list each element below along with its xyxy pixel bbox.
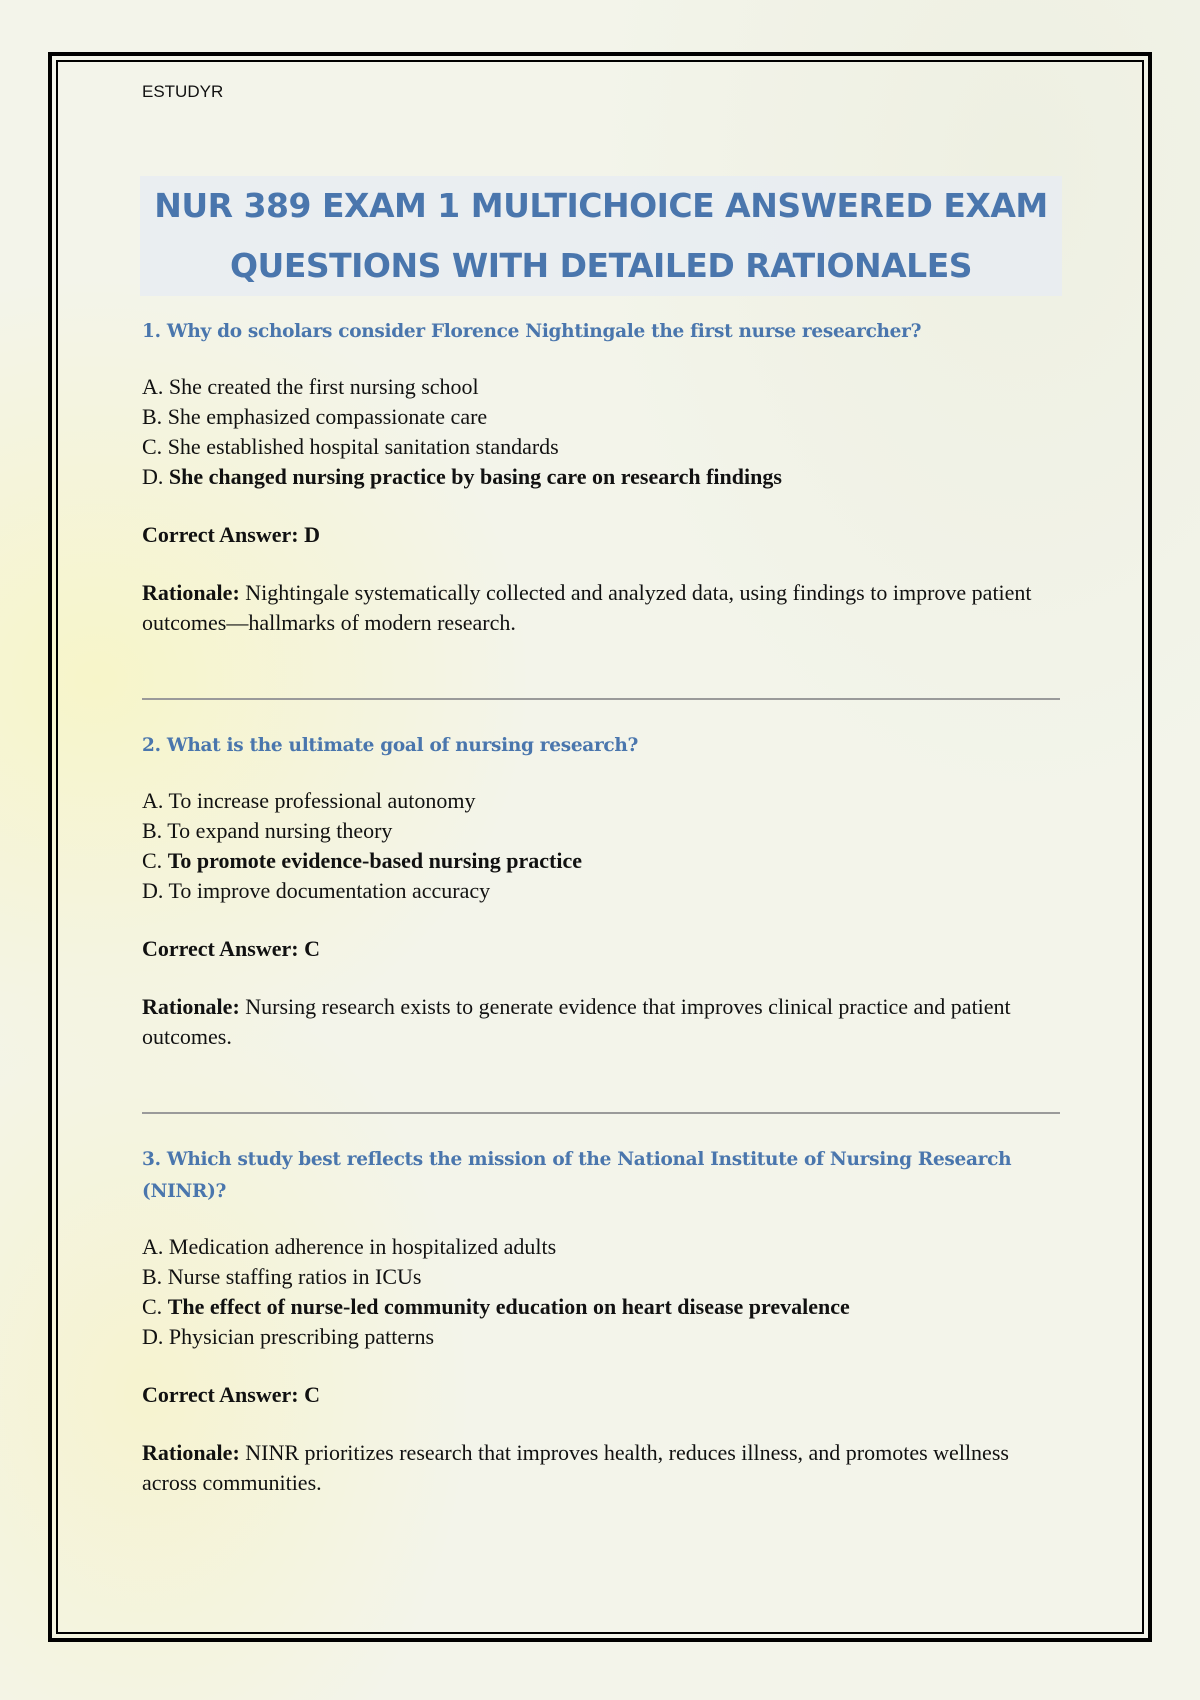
page-title xyxy=(154,176,1047,296)
options-list xyxy=(142,372,1062,492)
option-letter: C. xyxy=(142,848,168,873)
option-letter: D. xyxy=(142,878,169,903)
question-block-1 xyxy=(142,316,1062,638)
option-text: She established hospital sanitation standards xyxy=(167,434,559,459)
option-d xyxy=(142,876,1062,906)
options-list xyxy=(142,786,1062,906)
option-d xyxy=(142,1322,1062,1352)
question-block-2 xyxy=(142,730,1062,1052)
question-text: 3. Which study best reflects the mission of the National Institute of Nursing Research (NINR)? xyxy=(142,1149,1012,1202)
option-letter: A. xyxy=(142,1234,169,1259)
section-divider xyxy=(142,698,1060,700)
option-text: Nurse staffing ratios in ICUs xyxy=(167,1264,422,1289)
option-text: She created the first nursing school xyxy=(168,374,479,399)
rationale-label: Rationale: xyxy=(142,580,240,605)
rationale-text: NINR prioritizes research that improves health, reduces illness, and promotes wellness across communities. xyxy=(142,1440,1009,1495)
option-text: To improve documentation accuracy xyxy=(168,878,491,903)
option-text: To increase professional autonomy xyxy=(168,788,476,813)
rationale xyxy=(142,578,1062,638)
rationale-label: Rationale: xyxy=(142,1440,240,1465)
header-brand: ESTUDYR xyxy=(142,82,224,101)
option-text: To promote evidence-based nursing practice xyxy=(167,848,583,873)
rationale-label: Rationale: xyxy=(142,994,240,1019)
option-text: Medication adherence in hospitalized adults xyxy=(168,1234,557,1259)
rationale-text: Nursing research exists to generate evidence that improves clinical practice and patient outcomes. xyxy=(142,994,1011,1049)
option-letter: C. xyxy=(142,434,168,459)
option-a xyxy=(142,786,1062,816)
options-list xyxy=(142,1232,1062,1352)
option-text: To expand nursing theory xyxy=(167,818,393,843)
correct-answer: Correct Answer: C xyxy=(142,936,320,961)
option-c-correct xyxy=(142,846,1062,876)
option-letter: A. xyxy=(142,374,169,399)
option-letter: B. xyxy=(142,404,168,429)
option-letter: B. xyxy=(142,818,168,843)
option-letter: C. xyxy=(142,1294,168,1319)
option-b xyxy=(142,816,1062,846)
option-b xyxy=(142,1262,1062,1292)
option-c xyxy=(142,432,1062,462)
title-line-2: QUESTIONS WITH DETAILED RATIONALES xyxy=(229,246,973,285)
option-a xyxy=(142,372,1062,402)
section-divider xyxy=(142,1112,1060,1114)
correct-answer: Correct Answer: C xyxy=(142,1382,320,1407)
rationale xyxy=(142,992,1062,1052)
correct-answer: Correct Answer: D xyxy=(142,522,320,547)
title-line-1: NUR 389 EXAM 1 MULTICHOICE ANSWERED EXAM xyxy=(154,186,1048,225)
option-letter: A. xyxy=(142,788,169,813)
option-letter: D. xyxy=(142,1324,169,1349)
option-b xyxy=(142,402,1062,432)
question-block-3 xyxy=(142,1144,1062,1498)
option-letter: D. xyxy=(142,464,169,489)
option-text: The effect of nurse-led community education on heart disease prevalence xyxy=(167,1294,850,1319)
option-text: She changed nursing practice by basing care on research findings xyxy=(168,464,782,489)
option-c-correct xyxy=(142,1292,1062,1322)
option-text: Physician prescribing patterns xyxy=(168,1324,435,1349)
question-text: 1. Why do scholars consider Florence Nightingale the first nurse researcher? xyxy=(142,321,922,342)
option-d-correct xyxy=(142,462,1062,492)
option-letter: B. xyxy=(142,1264,168,1289)
option-text: She emphasized compassionate care xyxy=(167,404,488,429)
question-text: 2. What is the ultimate goal of nursing research? xyxy=(142,735,639,756)
rationale xyxy=(142,1438,1062,1498)
rationale-text: Nightingale systematically collected and analyzed data, using findings to improve patient outcomes—hallmarks of modern research. xyxy=(142,580,1032,635)
option-a xyxy=(142,1232,1062,1262)
title-banner xyxy=(140,176,1062,296)
